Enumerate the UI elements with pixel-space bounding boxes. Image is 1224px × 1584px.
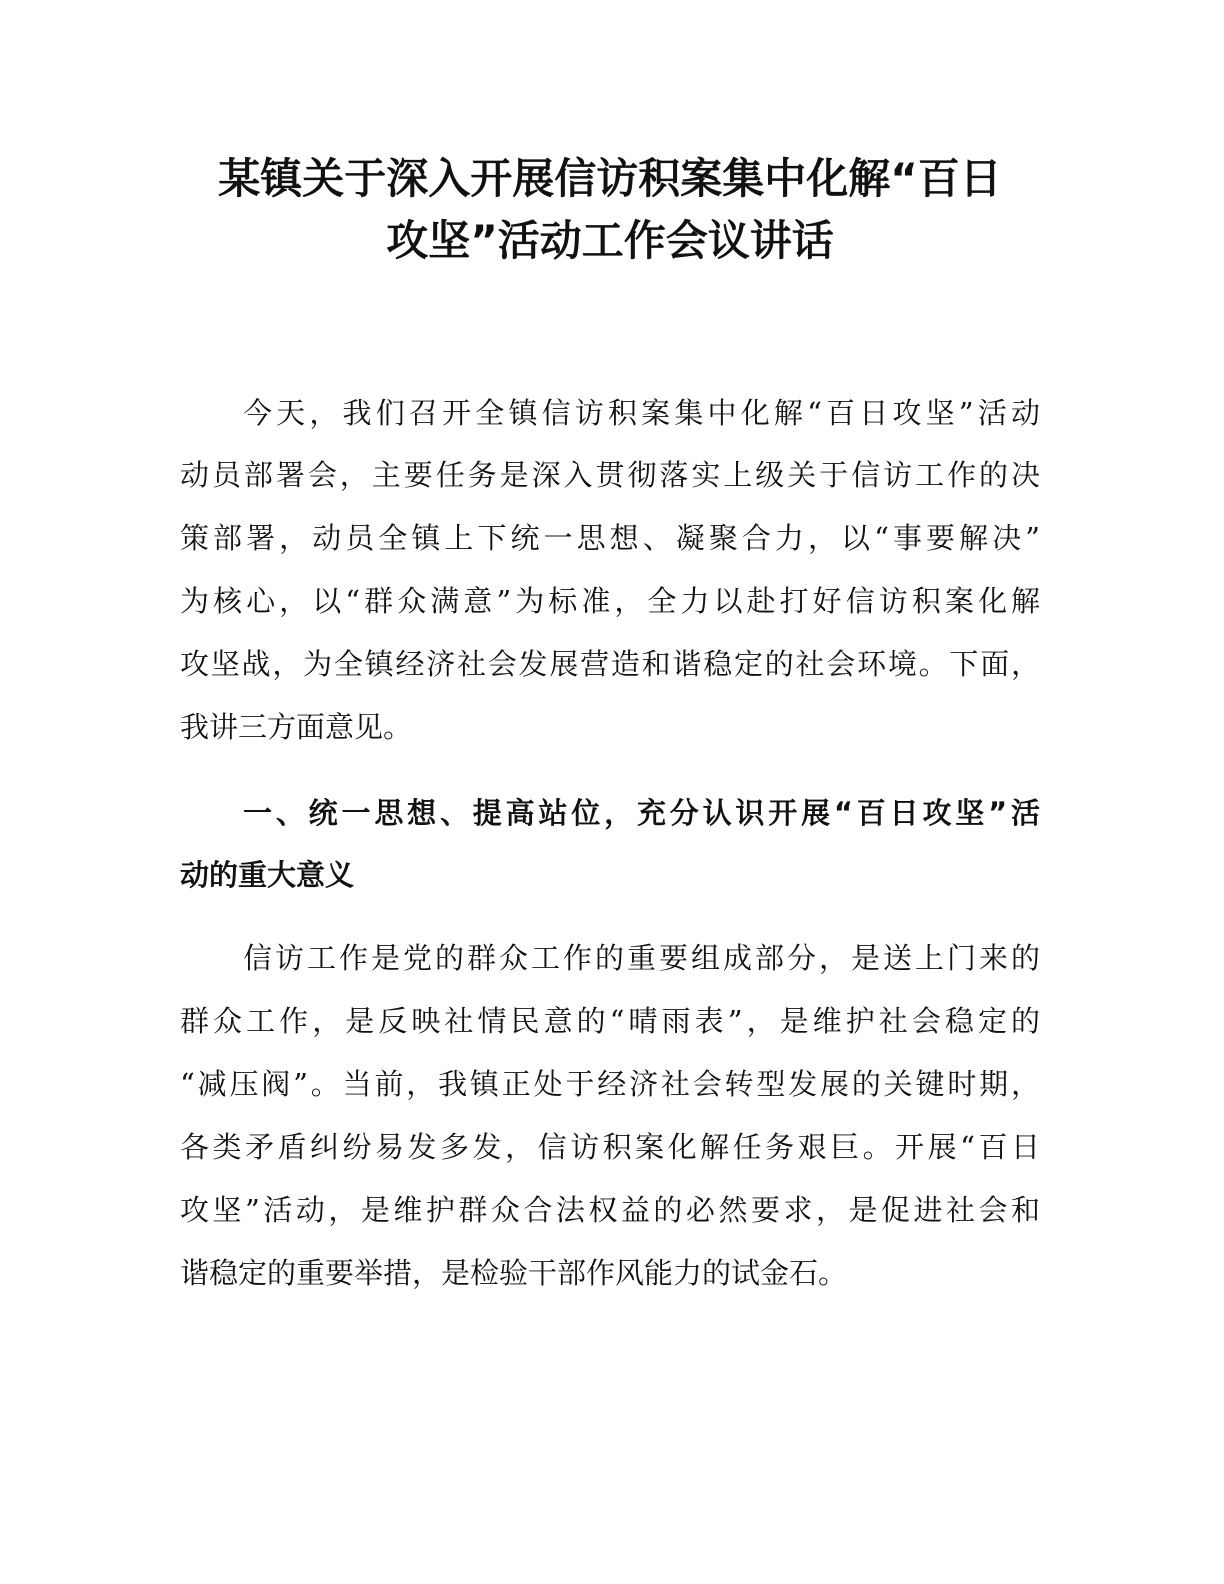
paragraph-1-line-1: 今天，我们召开全镇信访积案集中化解“百日攻坚”活动 — [243, 396, 1040, 430]
paragraph-2-line-6: 谐稳定的重要举措，是检验干部作风能力的试金石。 — [180, 1256, 848, 1290]
paragraph-1-line-3: 策部署，动员全镇上下统一思想、凝聚合力，以“事要解决” — [180, 521, 1040, 555]
paragraph-1-line-6: 我讲三方面意见。 — [180, 710, 413, 744]
section-heading-1-line-2: 动的重大意义 — [180, 858, 355, 892]
document-title-line-2: 攻坚”活动工作会议讲话 — [386, 216, 834, 265]
paragraph-2-line-3: “减压阀”。当前，我镇正处于经济社会转型发展的关键时期， — [180, 1067, 1040, 1101]
paragraph-2-line-5: 攻坚”活动，是维护群众合法权益的必然要求，是促进社会和 — [180, 1193, 1040, 1227]
section-heading-1-line-1: 一、统一思想、提高站位，充分认识开展“百日攻坚”活 — [243, 796, 1040, 830]
paragraph-1-line-5: 攻坚战，为全镇经济社会发展营造和谐稳定的社会环境。下面， — [180, 647, 1040, 681]
paragraph-1-line-2: 动员部署会，主要任务是深入贯彻落实上级关于信访工作的决 — [180, 458, 1040, 492]
document-title-line-1: 某镇关于深入开展信访积案集中化解“百日 — [218, 154, 1002, 203]
paragraph-1-line-4: 为核心，以“群众满意”为标准，全力以赴打好信访积案化解 — [180, 584, 1040, 618]
paragraph-2-line-1: 信访工作是党的群众工作的重要组成部分，是送上门来的 — [243, 941, 1040, 975]
paragraph-2-line-4: 各类矛盾纠纷易发多发，信访积案化解任务艰巨。开展“百日 — [180, 1130, 1040, 1164]
paragraph-2-line-2: 群众工作，是反映社情民意的“晴雨表”，是维护社会稳定的 — [180, 1004, 1040, 1038]
